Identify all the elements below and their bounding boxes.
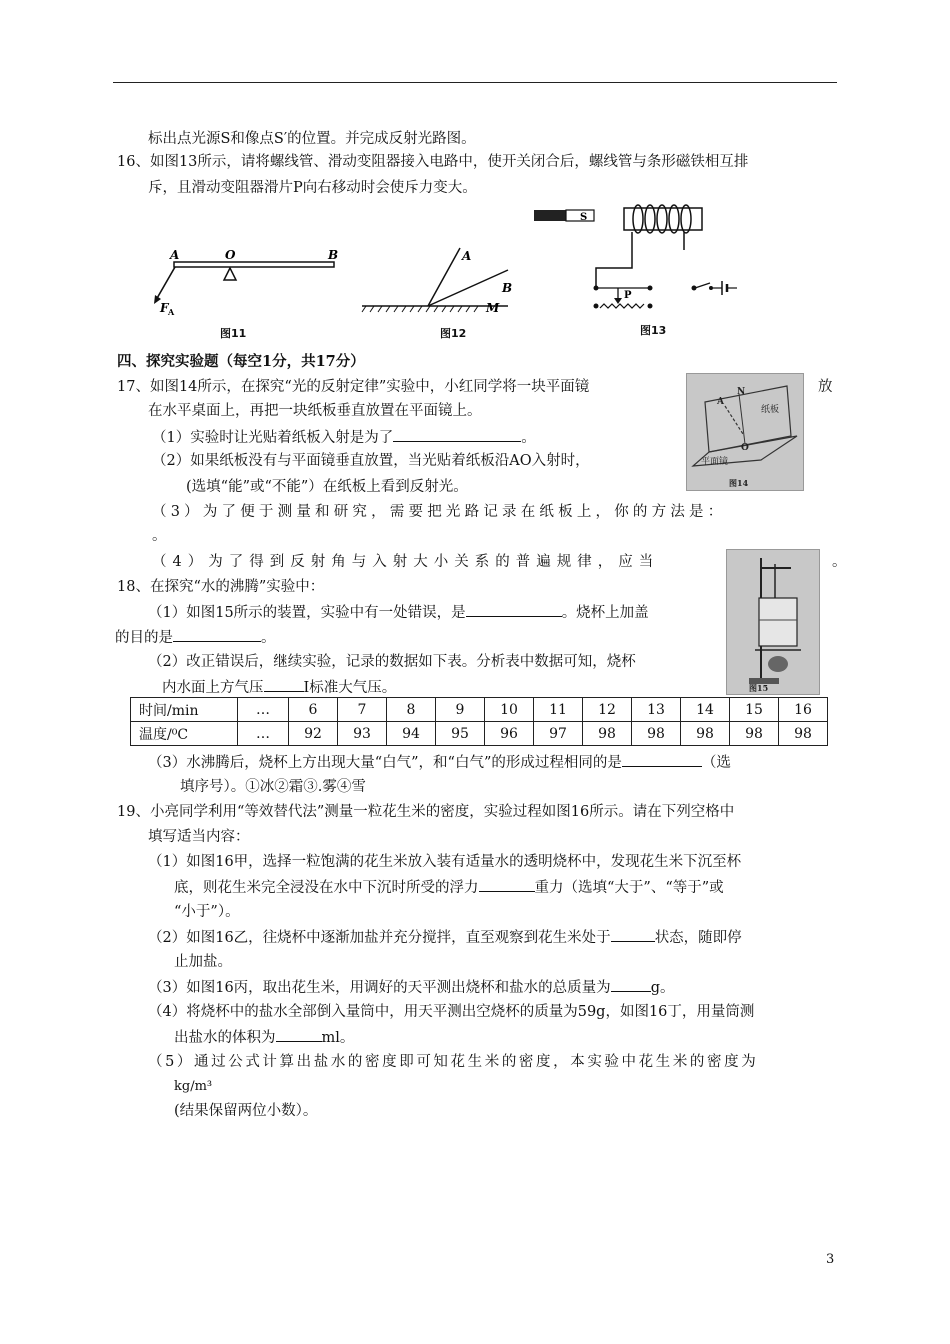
answer-blank[interactable]	[264, 677, 304, 692]
text-fragment: (结果保留两位小数）。	[174, 1103, 318, 1119]
text-line: 填写适当内容：	[148, 829, 250, 845]
figure-14-caption: 图14	[729, 478, 749, 488]
text-fragment: （2）如图16乙，往烧杯中逐渐加盐并充分搅拌，直至观察到花生米处于	[148, 930, 611, 946]
table-cell: 94	[387, 722, 436, 746]
answer-blank[interactable]	[276, 1027, 322, 1042]
question-17-3: （3）为了便于测量和研究，需要把光路记录在纸板上，你的方法是：	[152, 504, 727, 520]
label-a: A	[462, 249, 472, 263]
figure-12-caption: 图12	[440, 327, 467, 340]
section-4-title: 四、探究实验题（每空1分，共17分）	[117, 353, 365, 370]
answer-blank[interactable]	[393, 427, 521, 442]
text-fragment: ml。	[321, 1030, 355, 1046]
question-17: 17、如图14所示，在探究“光的反射定律”实验中，小红同学将一块平面镜	[117, 379, 590, 395]
table-header-time: 时间/min	[131, 698, 238, 722]
question-18-1b	[115, 627, 276, 648]
question-19-2	[148, 927, 742, 948]
text-fragment: （3）如图16丙，取出花生米，用调好的天平测出烧杯和盐水的总质量为	[148, 980, 611, 996]
page-number: 3	[826, 1252, 835, 1267]
text-fragment: g。	[650, 980, 675, 996]
text-fragment: 。	[832, 554, 847, 570]
table-cell: 14	[681, 698, 730, 722]
table-cell: 92	[289, 722, 338, 746]
table-cell: 98	[583, 722, 632, 746]
table-cell: 13	[632, 698, 681, 722]
answer-blank[interactable]	[622, 752, 702, 767]
figure-14-photo	[686, 373, 804, 491]
table-cell: 9	[436, 698, 485, 722]
label-s: S	[580, 212, 588, 223]
text-fragment: 放	[818, 379, 833, 395]
text-fragment: 。	[261, 630, 276, 646]
answer-blank[interactable]	[479, 877, 535, 892]
table-cell: 95	[436, 722, 485, 746]
text-fragment: 底，则花生米完全浸没在水中下沉时所受的浮力	[174, 880, 479, 896]
answer-blank[interactable]	[466, 602, 562, 617]
question-18-3b: 填序号）。①冰②霜③.雾④雪	[180, 779, 366, 795]
answer-blank[interactable]	[173, 627, 261, 642]
question-17-4: （4）为了得到反射角与入射大小关系的普遍规律，应当	[152, 554, 660, 570]
text-fragment: kg/m³	[174, 1079, 213, 1094]
text-line: 标出点光源S和像点S′的位置。并完成反射光路图。	[148, 131, 476, 147]
question-18-2b	[162, 677, 396, 698]
header-rule	[113, 82, 837, 83]
table-cell: 6	[289, 698, 338, 722]
table-cell: 16	[779, 698, 828, 722]
table-cell: 96	[485, 722, 534, 746]
label-o: O	[225, 248, 236, 262]
table-cell: 15	[730, 698, 779, 722]
label-f-sub: A	[168, 307, 175, 317]
question-19-1: （1）如图16甲，选择一粒饱满的花生米放入装有适量水的透明烧杯中，发现花生米下沉至杯	[148, 854, 742, 870]
question-19-1c: “小于”）。	[174, 904, 240, 920]
table-row	[131, 698, 828, 722]
text-fragment: 。	[521, 430, 536, 446]
label-m: M	[486, 301, 500, 315]
table-header-temp: 温度/⁰C	[131, 722, 238, 746]
text-line: 斥，且滑动变阻器滑片P向右移动时会使斥力变大。	[148, 180, 477, 196]
question-19-4: （4）将烧杯中的盐水全部倒入量筒中，用天平测出空烧杯的质量为59g，如图16丁，用量筒测	[148, 1004, 755, 1020]
figure-15-photo	[726, 549, 820, 695]
text-fragment: 状态，随即停	[654, 930, 742, 946]
question-19: 19、小亮同学利用“等效替代法”测量一粒花生米的密度，实验过程如图16所示。请在下列空格中	[117, 804, 735, 820]
text-fragment: （选	[701, 755, 731, 771]
question-18-2: （2）改正错误后，继续实验，记录的数据如下表。分析表中数据可知，烧杯	[148, 654, 636, 670]
table-cell: 7	[338, 698, 387, 722]
answer-blank[interactable]	[611, 977, 651, 992]
label-b: B	[502, 281, 513, 295]
table-cell: 97	[534, 722, 583, 746]
text-fragment: I标准大气压。	[303, 680, 397, 696]
question-19-2b: 止加盐。	[174, 954, 232, 970]
label-a: A	[717, 397, 724, 407]
text-fragment: 出盐水的体积为	[174, 1030, 276, 1046]
table-cell: 98	[779, 722, 828, 746]
question-19-5: （5）通过公式计算出盐水的密度即可知花生米的密度，本实验中花生米的密度为	[148, 1054, 759, 1070]
text-fragment: （1）实验时让光贴着纸板入射是为了	[152, 430, 394, 446]
question-17-1	[152, 427, 536, 448]
label-n: N	[737, 387, 746, 397]
question-19-1b	[174, 877, 724, 898]
text-fragment: （3）水沸腾后，烧杯上方出现大量“白气”，和“白气”的形成过程相同的是	[148, 755, 622, 771]
question-19-4b	[174, 1027, 354, 1048]
figure-15-caption: 图15	[749, 683, 769, 693]
label-b: B	[328, 248, 339, 262]
boiling-data-table	[130, 697, 828, 746]
label-p: P	[624, 290, 632, 301]
table-cell: 8	[387, 698, 436, 722]
table-cell: 11	[534, 698, 583, 722]
figure-13-circuit	[532, 200, 752, 325]
table-cell: 98	[681, 722, 730, 746]
table-cell: 98	[730, 722, 779, 746]
text-line: 在水平桌面上，再把一块纸板垂直放置在平面镜上。	[148, 403, 482, 419]
text-fragment: 。烧杯上加盖	[561, 605, 649, 621]
table-cell: 93	[338, 722, 387, 746]
question-17-2: （2）如果纸板没有与平面镜垂直放置，当光贴着纸板沿AO入射时，	[152, 453, 590, 469]
figure-11-caption: 图11	[220, 327, 247, 340]
question-18: 18、在探究“水的沸腾”实验中：	[117, 579, 325, 595]
table-cell: 10	[485, 698, 534, 722]
label-a: A	[170, 248, 180, 262]
figure-12-reflection	[358, 240, 528, 320]
table-row	[131, 722, 828, 746]
table-cell: …	[238, 698, 289, 722]
label-o: O	[741, 443, 749, 453]
label-board: 纸板	[761, 405, 780, 415]
figure-13-caption: 图13	[640, 324, 667, 337]
question-17-2b	[186, 476, 468, 497]
text-fragment: (选填“能”或“不能”）在纸板上看到反射光。	[186, 479, 468, 495]
label-mirror: 平面镜	[701, 457, 729, 467]
text-fragment: 内水面上方气压	[162, 680, 264, 696]
question-18-3	[148, 752, 731, 773]
answer-blank[interactable]	[611, 927, 655, 942]
question-19-3	[148, 977, 674, 998]
text-fragment: （1）如图15所示的装置，实验中有一处错误，是	[148, 605, 466, 621]
text-fragment: 的目的是	[115, 630, 173, 646]
table-cell: …	[238, 722, 289, 746]
text-fragment: 。	[152, 528, 167, 544]
label-f: F	[160, 301, 169, 315]
text-fragment: 重力（选填“大于”、“等于”或	[534, 880, 724, 896]
table-cell: 12	[583, 698, 632, 722]
question-18-1	[148, 602, 649, 623]
question-16: 16、如图13所示，请将螺线管、滑动变阻器接入电路中，使开关闭合后，螺线管与条形磁铁相互排	[117, 154, 749, 170]
figure-11-lever	[148, 248, 348, 338]
table-cell: 98	[632, 722, 681, 746]
